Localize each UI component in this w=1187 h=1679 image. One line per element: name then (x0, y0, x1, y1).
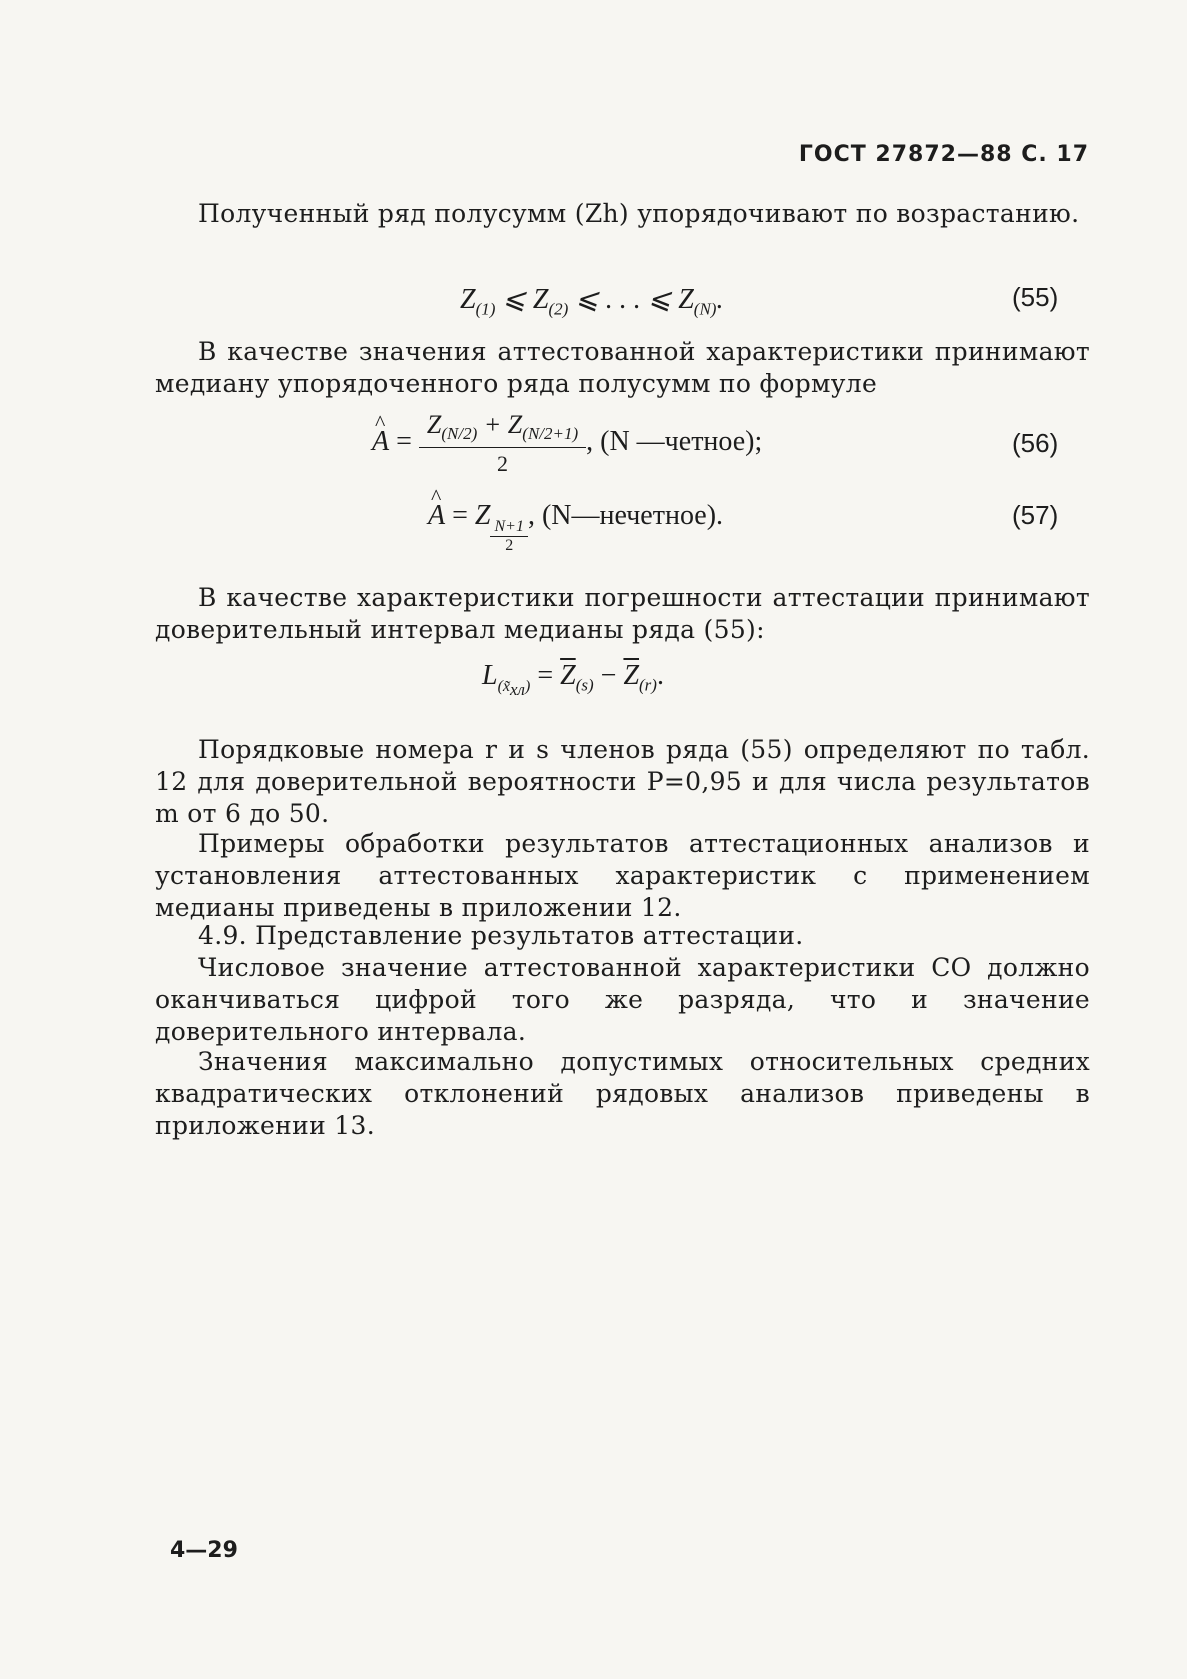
paragraph-1: Полученный ряд полусумм (Zh) упорядочивают по возрастанию. (198, 199, 1080, 228)
equation-56-note: , (N —четное); (586, 426, 763, 458)
paragraph-6: Числовое значение аттестованной характеристики СО должно оканчиваться цифрой того же разряда, что и значение доверительного интервала. (155, 953, 1090, 1046)
equation-55: $Z_{(1)}$ ⩽ $Z_{(2)}$ ⩽ . . . ⩽ $Z_{(N)}$. (55) (460, 282, 1059, 319)
paragraph-4: Порядковые номера r и s членов ряда (55) определяют по табл. 12 для доверительной вероятности P=0,95 и для числа результатов m от 6 до 50. (155, 735, 1090, 828)
paragraph-2: В качестве значения аттестованной характеристики принимают медиану упорядоченного ряда полусумм по формуле (155, 337, 1090, 398)
document-header: ГОСТ 27872—88 С. 17 (798, 142, 1089, 167)
section-heading-4-9: 4.9. Представление результатов аттестации. (198, 921, 804, 950)
equation-55-number: (55) (1012, 282, 1059, 312)
page-mark: 4—29 (170, 1538, 238, 1563)
equation-57-number: (57) (1012, 500, 1059, 530)
paragraph-5: Примеры обработки результатов аттестационных анализов и установления аттестованных характеристик с применением медианы приведены в приложении 12. (155, 829, 1090, 922)
equation-confidence-interval: $L_{(x̃_{хл})} = \overline{Z}_{(s)} - \overline{Z}_{(r)}$. (482, 660, 664, 700)
equation-57-note: , (N—нечетное). (527, 500, 724, 531)
equation-56-number: (56) (1012, 428, 1059, 458)
paragraph-7: Значения максимально допустимых относительных средних квадратических отклонений рядовых анализов приведены в приложении 13. (155, 1047, 1090, 1140)
equation-57: ^ A = Z $\frac{N+1}{2}$ , (N—нечетное). (57) (0, 500, 1187, 564)
paragraph-3: В качестве характеристики погрешности аттестации принимают доверительный интервал медианы ряда (55): (155, 583, 1090, 644)
equation-56: ^ A = $\frac{Z_{(N/2)} + Z_{(N/2+1)}}{2}$ , (N —четное); (56) (0, 410, 1187, 482)
